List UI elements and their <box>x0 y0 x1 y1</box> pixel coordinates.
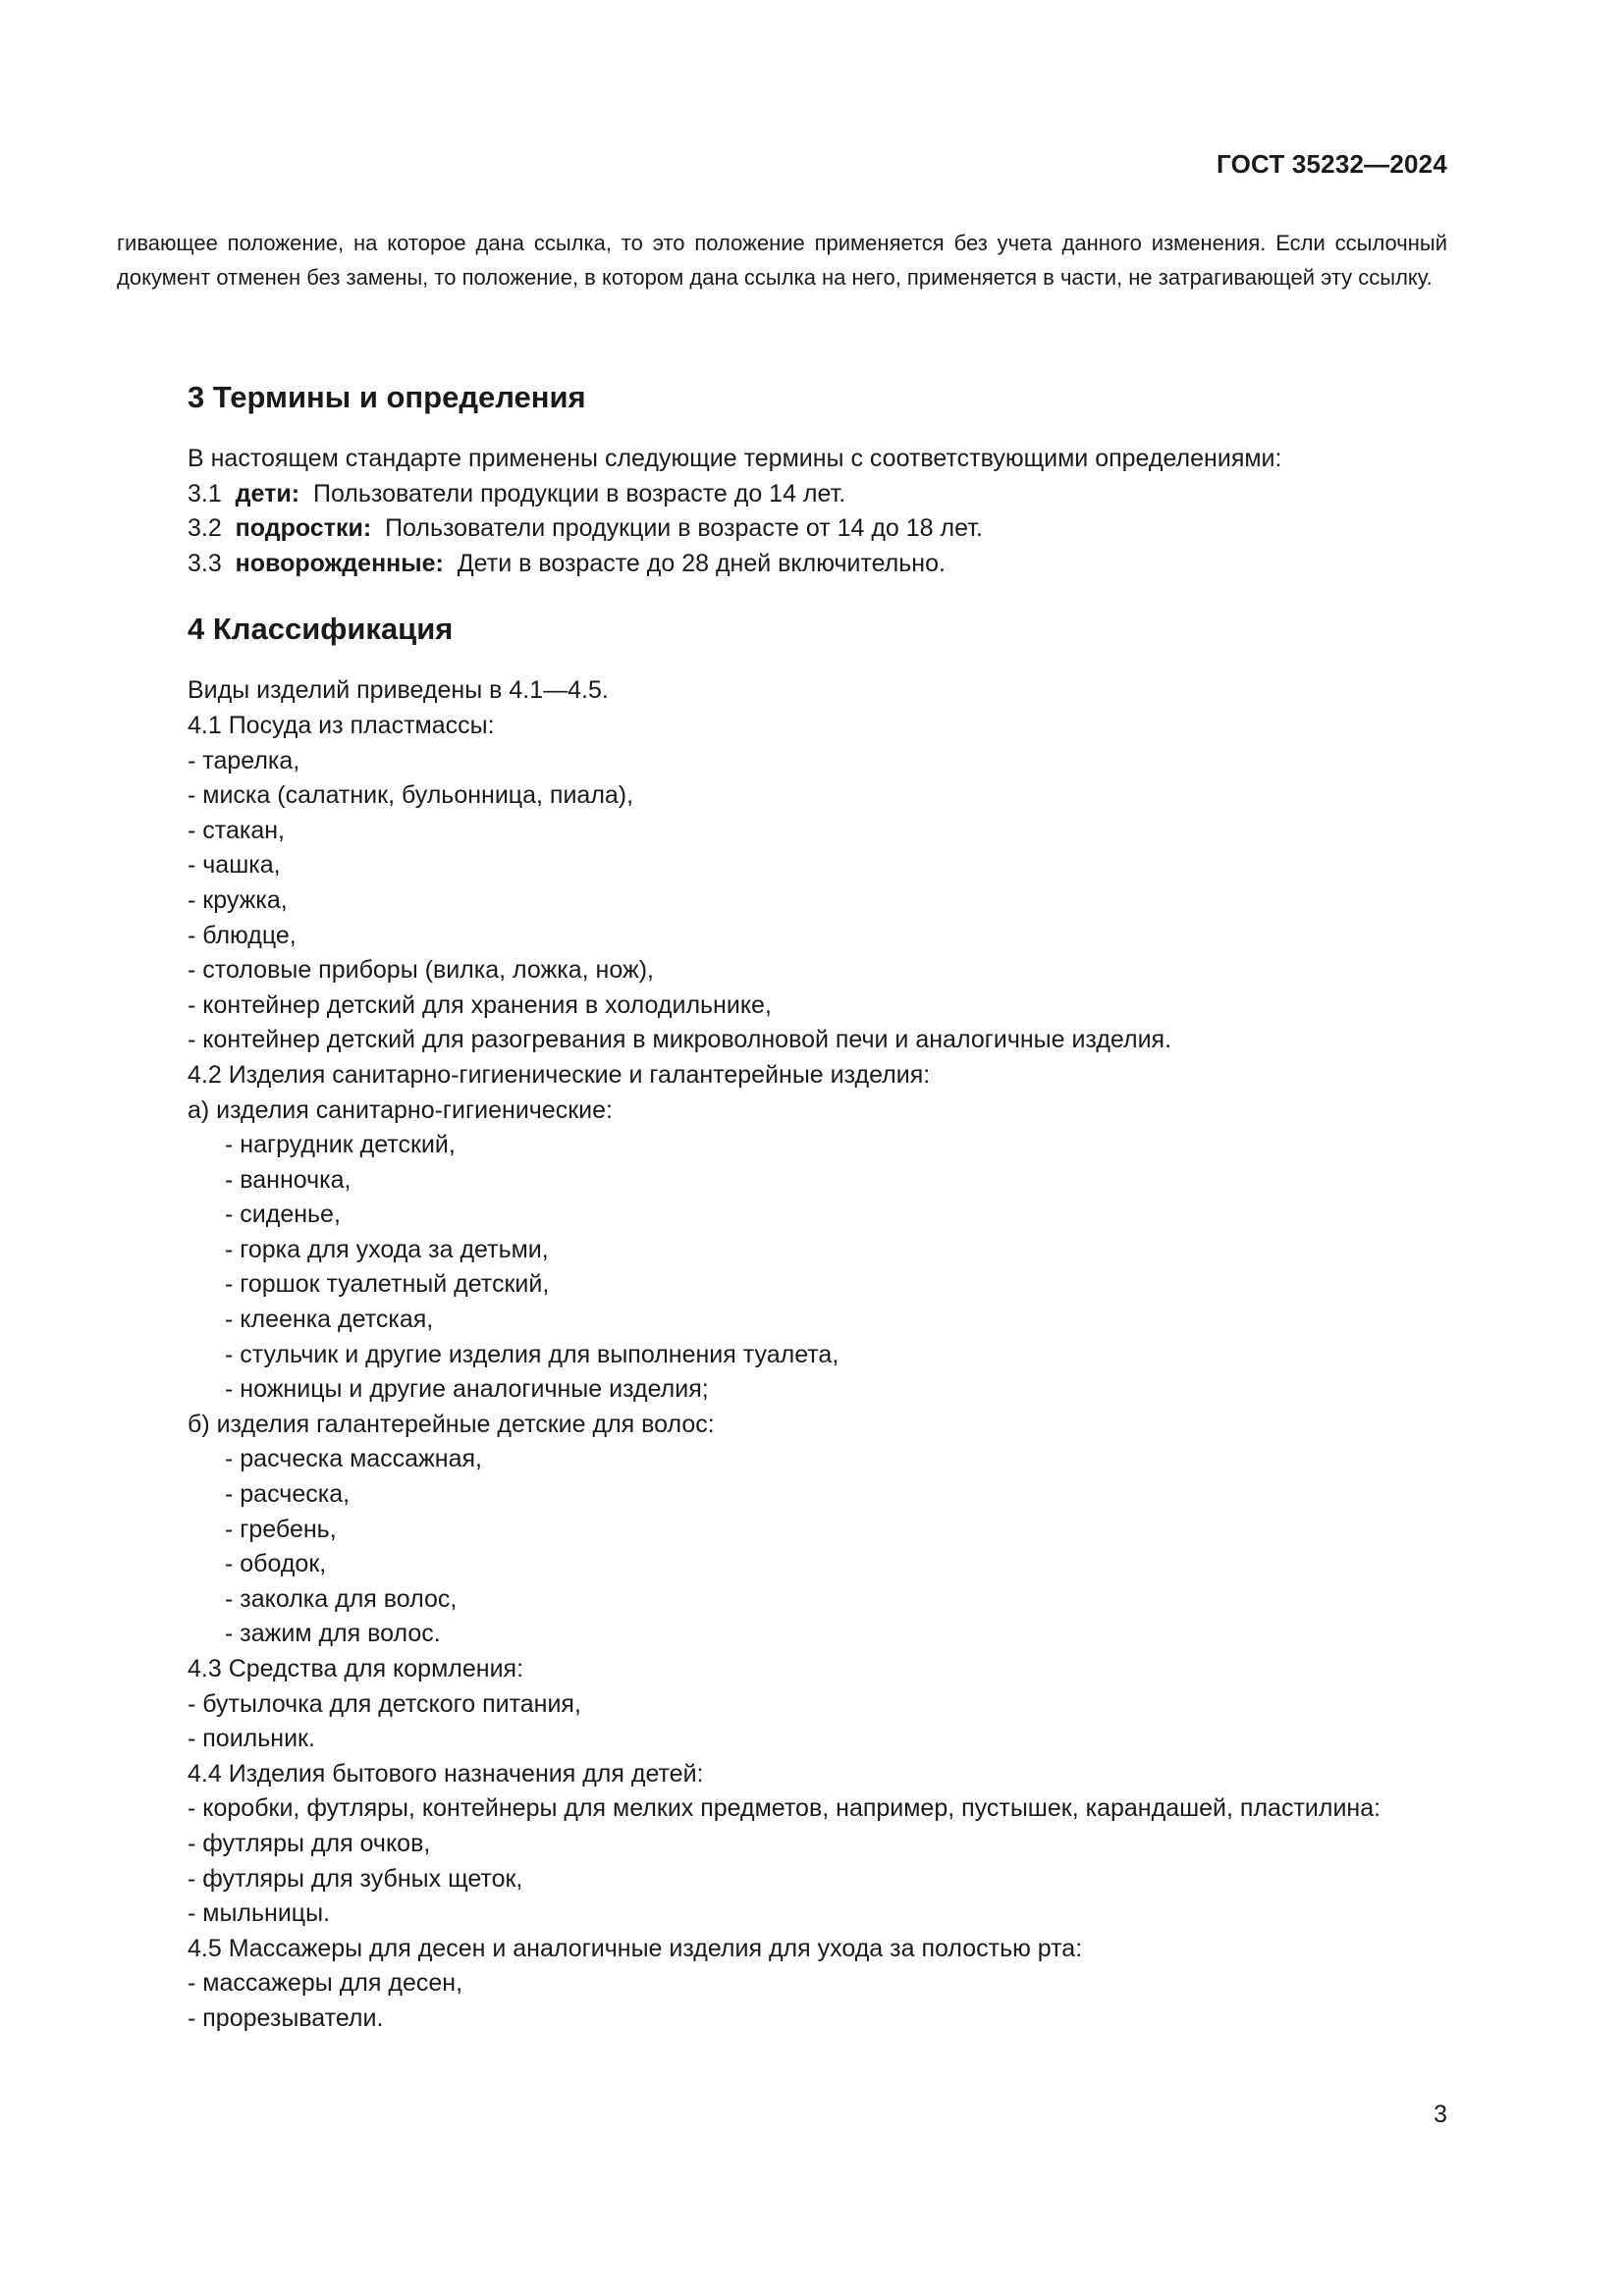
section-3-lead: В настоящем стандарте применены следующие термины с соответствующими определениями: <box>188 445 1282 472</box>
list-item: - заколка для волос, <box>225 1584 458 1613</box>
subsection-4-2-title: 4.2 Изделия санитарно-гигиенические и галантерейные изделия: <box>188 1060 931 1089</box>
list-item: - горка для ухода за детьми, <box>225 1235 549 1263</box>
term-3-3 <box>117 547 1447 582</box>
term-definition: Дети в возрасте до 28 дней включительно. <box>457 549 946 577</box>
subsection-4-3-title: 4.3 Средства для кормления: <box>188 1655 524 1682</box>
group-a-title: а) изделия санитарно-гигиенические: <box>188 1095 613 1124</box>
list-item: - гребень, <box>225 1515 337 1543</box>
term-word: дети: <box>235 479 300 507</box>
list-item: - стакан, <box>188 816 285 844</box>
list-item: - ножницы и другие аналогичные изделия; <box>225 1375 709 1404</box>
term-definition: Пользователи продукции в возрасте от 14 до 18 лет. <box>385 514 983 543</box>
group-b-title: б) изделия галантерейные детские для волос: <box>188 1410 715 1438</box>
intro-text: гивающее положение, на которое дана ссылка, то это положение применяется без учета данного изменения. Если ссылочный документ отменен без замены, то положение, в котором дана ссылка на него, применяется в части, не затрагивающей эту ссылку. <box>117 231 1447 290</box>
term-number: 3.3 <box>188 549 222 577</box>
list-item: - бутылочка для детского питания, <box>188 1689 581 1718</box>
list-item: - прорезыватели. <box>188 2003 384 2032</box>
list-item: - ванночка, <box>225 1165 352 1194</box>
list-item: - зажим для волос. <box>225 1620 441 1648</box>
list-item-wrapped: - коробки, футляры, контейнеры для мелких предметов, например, пустышек, карандашей, пластилина: <box>188 1794 1381 1823</box>
list-item: - нагрудник детский, <box>225 1131 456 1159</box>
list-item: - чашка, <box>188 851 281 880</box>
term-definition: Пользователи продукции в возрасте до 14 лет. <box>312 479 846 507</box>
term-number: 3.2 <box>188 514 222 543</box>
list-item: - столовые приборы (вилка, ложка, нож), <box>188 956 654 985</box>
term-3-2 <box>117 511 1447 547</box>
section-4-lead: Виды изделий приведены в 4.1—4.5. <box>188 676 609 705</box>
list-item: - миска (салатник, бульонница, пиала), <box>188 781 634 810</box>
list-item: - контейнер детский для хранения в холодильнике, <box>188 990 772 1019</box>
subsection-4-1-title: 4.1 Посуда из пластмассы: <box>188 711 495 739</box>
term-number: 3.1 <box>188 479 222 507</box>
list-item: - ободок, <box>225 1550 327 1578</box>
list-item: - стульчик и другие изделия для выполнения туалета, <box>225 1340 839 1368</box>
section-3-title: 3 Термины и определения <box>188 380 586 414</box>
list-item: - футляры для очков, <box>188 1829 431 1857</box>
intro-paragraph <box>117 226 1447 294</box>
subsection-4-5-title: 4.5 Массажеры для десен и аналогичные изделия для ухода за полостью рта: <box>188 1934 1083 1962</box>
list-item: - кружка, <box>188 885 288 914</box>
term-word: подростки: <box>235 514 372 543</box>
list-item: - массажеры для десен, <box>188 1969 463 1998</box>
list-item: - блюдце, <box>188 921 297 949</box>
list-item: - футляры для зубных щеток, <box>188 1864 523 1893</box>
list-item: - тарелка, <box>188 746 300 774</box>
list-item: - поильник. <box>188 1725 315 1753</box>
document-code-header: ГОСТ 35232—2024 <box>1217 149 1447 179</box>
list-item: - клеенка детская, <box>225 1306 434 1334</box>
section-4-title: 4 Классификация <box>188 612 454 647</box>
list-item: - расческа массажная, <box>225 1445 482 1473</box>
main-content <box>117 378 1447 2037</box>
list-item: - расческа, <box>225 1480 351 1509</box>
subsection-4-4-title: 4.4 Изделия бытового назначения для детей: <box>188 1759 704 1788</box>
term-word: новорожденные: <box>235 549 444 577</box>
list-item: - контейнер детский для разогревания в микроволновой печи и аналогичные изделия. <box>188 1026 1172 1054</box>
list-item: - мыльницы. <box>188 1899 331 1928</box>
list-item: - горшок туалетный детский, <box>225 1270 550 1299</box>
list-item: - сиденье, <box>225 1201 341 1229</box>
page-number: 3 <box>1434 2101 1447 2128</box>
term-3-1 <box>117 477 1447 512</box>
